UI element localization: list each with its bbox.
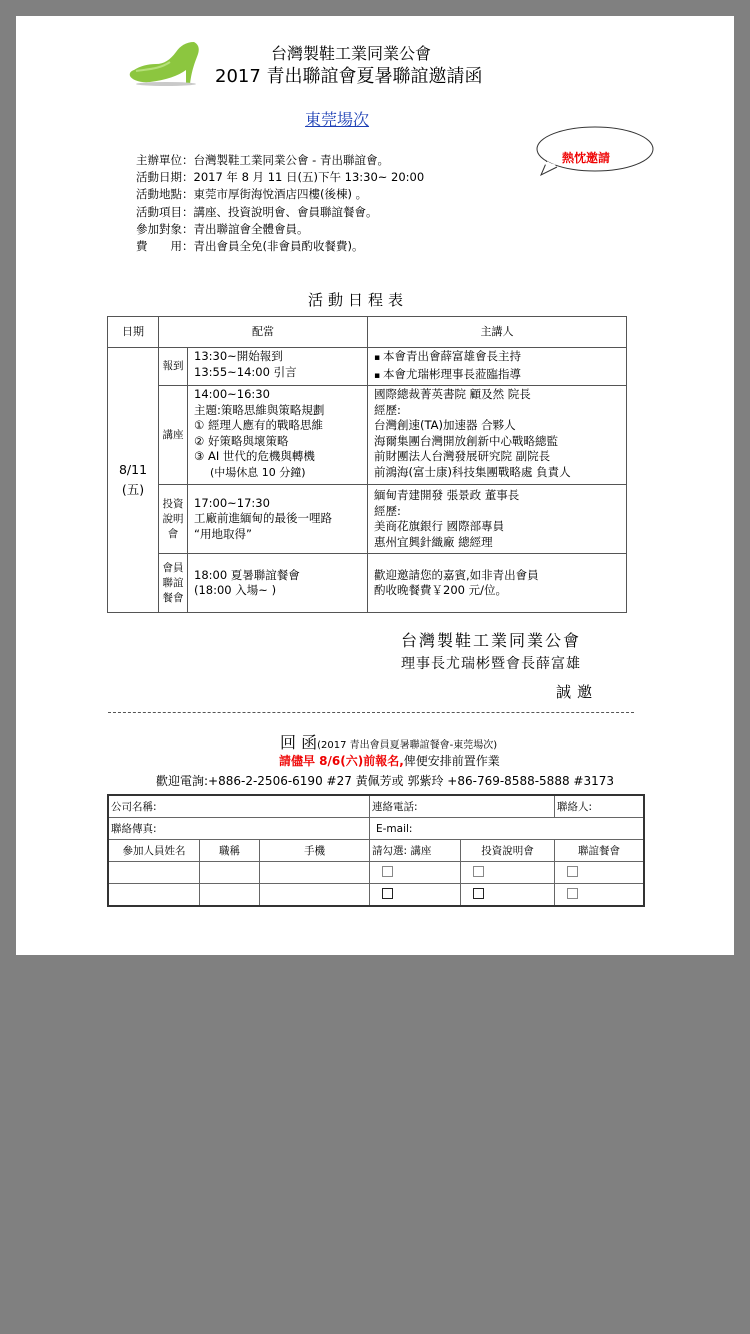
date-value: 8/11 xyxy=(118,462,148,477)
form-entry-row xyxy=(108,884,644,907)
content-line: ② 好策略與壞策略 xyxy=(194,433,289,448)
content-line: 工廠前進緬甸的最後一哩路 xyxy=(194,511,332,526)
label-text: 講座 xyxy=(162,428,184,441)
registration-form xyxy=(107,794,645,907)
dinner-checkbox-cell xyxy=(555,862,645,884)
content-line: 17:00~17:30 xyxy=(194,495,270,510)
speaker-line: 酌收晚餐費￥200 元/位。 xyxy=(374,583,507,597)
signature-closing: 誠邀 xyxy=(556,683,599,701)
signature-names: 理事長尤瑞彬暨會長薛富雄 xyxy=(401,656,581,672)
reply-title xyxy=(280,730,497,753)
content-line: 主題:策略思維與策略規劃 xyxy=(194,402,325,417)
info-items: 活動項目：講座、投資說明會、會員聯誼餐會。 xyxy=(136,204,378,219)
invitation-page xyxy=(16,16,734,955)
contact-person-field[interactable]: 聯絡人: xyxy=(555,795,645,818)
deadline-text: 俾便安排前置作業 xyxy=(403,754,500,768)
bubble-text: 熱忱邀請 xyxy=(562,151,611,165)
label-text: 說明 xyxy=(162,512,184,525)
dinner-checkbox-cell xyxy=(555,884,645,907)
schedule-row-investment xyxy=(108,485,627,554)
schedule-title: 活動日程表 xyxy=(308,291,409,309)
content-line: “用地取得” xyxy=(194,526,252,541)
form-entry-row xyxy=(108,862,644,884)
investment-checkbox[interactable] xyxy=(473,866,484,877)
date-cell xyxy=(108,348,159,613)
reply-subtitle: (2017 青出會員夏暑聯誼餐會-東莞場次) xyxy=(317,740,498,751)
content-dinner xyxy=(188,554,368,613)
info-organizer: 主辦單位：台灣製鞋工業同業公會 - 青出聯誼會。 xyxy=(136,153,389,167)
header-program: 配當 xyxy=(159,317,368,348)
schedule-row-checkin xyxy=(108,348,627,386)
email-field[interactable]: E-mail: xyxy=(370,818,645,840)
col-name: 參加人員姓名 xyxy=(108,840,200,862)
shoe-logo xyxy=(126,40,202,86)
label-text: 會員 xyxy=(162,561,184,574)
col-mobile: 手機 xyxy=(260,840,370,862)
speaker-line: 經歷: xyxy=(374,402,401,417)
lecture-checkbox[interactable] xyxy=(382,888,393,899)
lecture-checkbox-cell xyxy=(370,862,461,884)
content-line: 13:55~14:00 引言 xyxy=(194,364,297,379)
content-lecture xyxy=(188,386,368,485)
label-lecture xyxy=(159,386,188,485)
col-title: 職稱 xyxy=(200,840,260,862)
title-input[interactable] xyxy=(200,884,260,907)
speaker-line: 前財團法人台灣發展研究院 副院長 xyxy=(374,449,551,463)
investment-checkbox[interactable] xyxy=(473,888,484,899)
company-field[interactable]: 公司名稱: xyxy=(108,795,370,818)
content-line: ① 經理人應有的戰略思維 xyxy=(194,418,323,432)
schedule-row-lecture xyxy=(108,386,627,485)
speaker-checkin xyxy=(368,348,627,386)
investment-checkbox-cell xyxy=(461,862,555,884)
schedule-header-row xyxy=(108,317,627,348)
phone-field[interactable]: 連絡電話: xyxy=(370,795,555,818)
name-input[interactable] xyxy=(108,884,200,907)
label-checkin xyxy=(159,348,188,386)
label-text: 會 xyxy=(167,527,179,540)
lecture-checkbox[interactable] xyxy=(382,866,393,877)
schedule-table xyxy=(107,316,627,613)
lecture-checkbox-cell xyxy=(370,884,461,907)
info-fee: 費 用：青出會員全免(非會員酌收餐費)。 xyxy=(136,239,364,254)
name-input[interactable] xyxy=(108,862,200,884)
speaker-line: ▪ 本會青出會薛富雄會長主持 xyxy=(374,349,620,367)
dinner-checkbox[interactable] xyxy=(567,866,578,877)
date-weekday: (五) xyxy=(121,482,145,497)
event-info xyxy=(136,152,424,255)
investment-checkbox-cell xyxy=(461,884,555,907)
header-date: 日期 xyxy=(108,317,159,348)
speaker-line: 美商花旗銀行 國際部專員 xyxy=(374,519,505,533)
label-text: 報到 xyxy=(162,360,184,372)
content-line: 18:00 夏暑聯誼餐會 xyxy=(194,567,300,582)
reply-deadline xyxy=(279,752,500,769)
content-line: (中場休息 10 分鐘) xyxy=(210,465,306,479)
org-name: 台灣製鞋工業同業公會 xyxy=(271,44,432,63)
speaker-dinner xyxy=(368,554,627,613)
mobile-input[interactable] xyxy=(260,862,370,884)
reply-contact: 歡迎電詢:+886-2-2506-6190 #27 黃佩芳或 郭紫玲 +86-769-8588-5888 #3173 xyxy=(156,774,614,788)
form-row-fax xyxy=(108,818,644,840)
title-input[interactable] xyxy=(200,862,260,884)
signature-org: 台灣製鞋工業同業公會 xyxy=(401,631,582,650)
speaker-line: ▪ 本會尤瑞彬理事長蒞臨指導 xyxy=(374,367,620,385)
content-investment xyxy=(188,485,368,554)
form-row-company xyxy=(108,795,644,818)
label-text: 聯誼 xyxy=(162,576,184,589)
event-title: 2017 青出聯誼會夏暑聯誼邀請函 xyxy=(215,66,483,87)
speaker-line: 惠州宜興針織廠 總經理 xyxy=(374,534,493,549)
form-header-row xyxy=(108,840,644,862)
col-dinner: 聯誼餐會 xyxy=(555,840,645,862)
venue-link[interactable]: 東莞場次 xyxy=(305,110,370,129)
speaker-line: 前鴻海(富士康)科技集團戰略處 負責人 xyxy=(374,464,571,479)
content-line: 14:00~16:30 xyxy=(194,387,270,401)
content-checkin xyxy=(188,348,368,386)
col-investment: 投資說明會 xyxy=(461,840,555,862)
content-line: ③ AI 世代的危機與轉機 xyxy=(194,449,315,463)
speaker-line: 經歷: xyxy=(374,503,401,518)
schedule-row-dinner xyxy=(108,554,627,613)
speaker-line: 緬甸青建開發 張景政 董事長 xyxy=(374,488,520,502)
label-dinner xyxy=(159,554,188,613)
speaker-lecture xyxy=(368,386,627,485)
cut-line xyxy=(108,712,634,713)
deadline-highlight: 請儘早 8/6(六)前報名, xyxy=(279,754,404,768)
dinner-checkbox[interactable] xyxy=(567,888,578,899)
col-lecture: 請勾選: 講座 xyxy=(370,840,461,862)
speaker-line: 台灣創速(TA)加速器 合夥人 xyxy=(374,418,516,432)
mobile-input[interactable] xyxy=(260,884,370,907)
info-date: 活動日期：2017 年 8 月 11 日(五)下午 13:30~ 20:00 xyxy=(136,170,425,185)
speaker-line: 歡迎邀請您的嘉賓,如非青出會員 xyxy=(374,567,539,582)
content-line: 13:30~開始報到 xyxy=(194,349,283,363)
fax-field[interactable]: 聯絡傳真: xyxy=(108,818,370,840)
speaker-investment xyxy=(368,485,627,554)
content-line: (18:00 入場~ ) xyxy=(194,583,277,597)
reply-heading: 回 函 xyxy=(280,733,318,752)
label-investment xyxy=(159,485,188,554)
speaker-line: 海爾集團台灣開放創新中心戰略總監 xyxy=(374,433,558,448)
speaker-line: 國際總裁菁英書院 顧及然 院長 xyxy=(374,387,531,401)
info-location: 活動地點：東莞市厚街海悅酒店四樓(後棟) 。 xyxy=(136,187,368,202)
label-text: 投資 xyxy=(162,497,184,510)
info-audience: 參加對象：青出聯誼會全體會員。 xyxy=(136,221,309,236)
label-text: 餐會 xyxy=(162,591,184,604)
header-speaker: 主講人 xyxy=(368,317,627,348)
